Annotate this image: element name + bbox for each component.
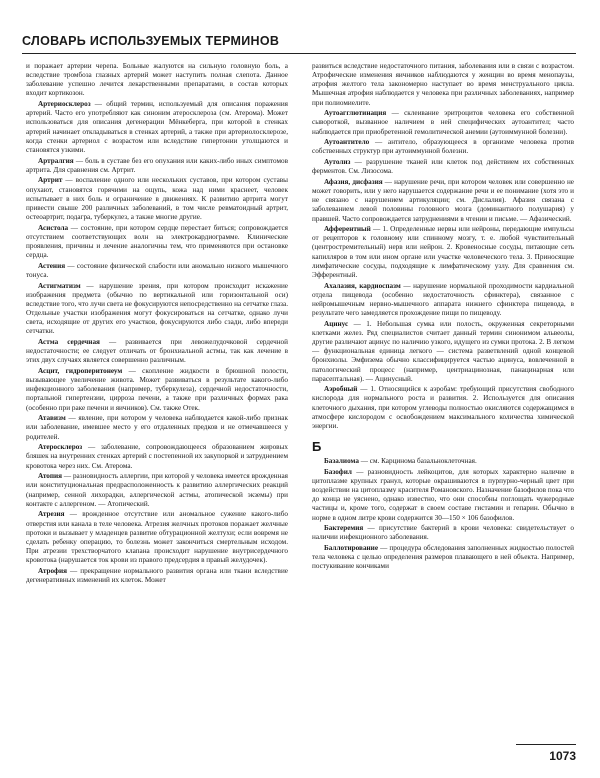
entry-definition: — нарушение речи, при котором человек или совершенно не может говорить, или у него нарушается содержание речи и ее понимание (хотя это и не связано с нарушением артикуляции; см. Дислалия). Афазия связана с заболеванием левой половины головного мозга (доминантного полушария) у правшей. Часто сопровождается затруднениями в чтении и письме. — Афазический.	[312, 177, 574, 223]
entry-term: Артрит	[38, 176, 63, 185]
entry-definition: — 1. Определенные нервы или нейроны, передающие импульсы от рецепторов к головному или спинному мозгу, т. е. любой чувствительный (центростремительный) нерв или нейрон. 2. Кровеносные сосуды, питающие сеть капилляров в том или ином органе или участке человеческого тела. 3. Приносящие лимфатические сосуды, подходящие к лимфатическому узлу. Для сравнения см. Эфферентный.	[312, 225, 574, 279]
dictionary-entry	[26, 176, 288, 222]
entry-term: Аутоантитело	[324, 138, 370, 147]
entry-term: Астигматизм	[38, 281, 81, 290]
dictionary-entry	[312, 138, 574, 156]
entry-definition: — боль в суставе без его опухания или каких-либо иных симптомов артрита. Для сравнения см. Артрит.	[26, 156, 288, 174]
entry-definition: — склеивание эритроцитов человека его собственной сывороткой, вызванное наличием в ней специфических аутоантител; часто наблюдается при приобретенной гемолитической анемии (аутоиммунной болезни).	[312, 109, 574, 136]
entry-term: Атавизм	[38, 414, 66, 423]
entry-term: Бактеремия	[324, 524, 364, 533]
entry-term: Атеросклероз	[38, 443, 83, 452]
dictionary-entry	[312, 320, 574, 384]
running-title: СЛОВАРЬ ИСПОЛЬЗУЕМЫХ ТЕРМИНОВ	[22, 34, 280, 48]
entry-definition: — развивается при левожелудочковой сердечной недостаточности; ее следует отличать от бронхиальной астмы, так как лечение в этих двух случаях является совершенно различным.	[26, 338, 288, 365]
entry-definition: — разновидность аллергии, при которой у человека имеется врожденная или конституциональная предрасположенность к развитию аллергических реакций (например, сенной лихорадки, аллергической астмы, атопической экземы) при контакте с аллергеном. — Атопический.	[26, 472, 288, 508]
dictionary-entry	[26, 414, 288, 441]
dictionary-entry	[312, 457, 574, 466]
dictionary-entry	[26, 100, 288, 155]
entry-term: Атопия	[38, 472, 63, 481]
dictionary-entry	[26, 367, 288, 413]
dictionary-entry	[312, 158, 574, 176]
entry-term: Аутолиз	[324, 158, 351, 167]
entry-definition: — присутствие бактерий в крови человека: свидетельствует о наличии инфекционного заболевания.	[312, 524, 574, 542]
dictionary-entry	[312, 385, 574, 431]
entry-definition: — 1. Небольшая сумка или полость, окруженная секреторными клетками желез. Ряд специалистов считает данный термин синонимом альвеолы, другие различают ацинус по наличию узкого, идущего из сумки протока. 2. В легком — функциональная единица легкого — система разветвлений одной концевой бронхиолы. Эмфизема обычно классифицируется частью ацинуса, вовлеченной в патологический процесс (например, центриацинозная, панацинарная или парасептальная). — Ацинусный.	[312, 319, 574, 383]
entry-definition: — состояние физической слабости или аномально низкого мышечного тонуса.	[26, 261, 288, 279]
dictionary-entry	[26, 262, 288, 280]
entry-term: Баллотирование	[324, 544, 379, 552]
continued-text	[26, 62, 288, 99]
entry-term: Афферентный	[324, 225, 371, 234]
entry-term: Аэробный	[324, 385, 358, 394]
entry-definition: — явление, при котором у человека наблюдается какой-либо признак или заболевание, имевшее место у его отдаленных предков и не отмечавшееся у родителей.	[26, 414, 288, 441]
dictionary-entry	[312, 468, 574, 523]
dictionary-entry	[312, 282, 574, 319]
page-number: 1073	[549, 749, 576, 763]
entry-term: Астения	[38, 261, 66, 270]
entry-term: Ахалазия, кардиоспазм	[324, 281, 401, 290]
entry-definition: развиться вследствие недостаточного питания, заболевания или в связи с возрастом. Атрофические изменения яичников наблюдаются у женщин во время менопаузы, атрофия желтого тела закономерно наступает во время менструального цикла. Мышечная атрофия наблюдается у человека при различных заболеваниях, например при полиомиелите.	[312, 62, 574, 107]
entry-term: Афазия, дисфазия	[324, 177, 383, 186]
entry-definition: — 1. Относящийся к аэробам: требующий присутствия свободного кислорода для нормального роста и развития. 2. Используется для описания клеточного дыхания, при котором углеводы полностью окисляются содержащимся в атмосфере кислородом с освобождением максимального количества химической энергии.	[312, 385, 574, 430]
entry-definition: — скопление жидкости в брюшной полости, вызывающее увеличение живота. Может развиваться в результате какого-либо инфекционного заболевания (например, туберкулеза), сердечной недостаточности, портальной гипертензии, цирроза печени, а также при различных формах рака (особенно при раке печени и яичников). См. также Отек.	[26, 367, 288, 412]
page-header	[22, 28, 576, 54]
entry-definition: — воспаление одного или нескольких суставов, при котором суставы опухают, становятся горячими на ощупь, кожа над ними краснеет, человек испытывает в них боль и ограничение в движениях. К развитию артрита могут привести свыше 200 различных заболеваний, в том числе ревматоидный артрит, остеоартрит, подагра, туберкулез, а также многие другие.	[26, 176, 288, 221]
entry-definition: — нарушение нормальной проходимости кардиальной отдела пищевода (особенно недостаточность сфинктера), связанное с нейромышечным нервно-мышечного аппарата нижнего сфинктера пищевода, в результате чего замедляется прохождение пищи по пищеводу.	[312, 281, 574, 318]
entry-definition: — нарушение зрения, при котором происходит искажение изображения предмета (обычно по вертикальной или горизонтальной оси) вследствие того, что лучи света не фокусируются непосредственно на сетчатке глаза. Отдельные участки изображения могут фокусироваться на сетчатке, однако лучи света, исходящие от других его участков, фокусируются либо сзади, либо впереди сетчатки.	[26, 281, 288, 336]
page-number-box	[516, 744, 576, 765]
entry-term: Асцит, гидроперитонеум	[38, 367, 123, 375]
entry-term: Ацинус	[324, 319, 349, 328]
entry-definition: — прекращение нормального развития органа или ткани вследствие дегенеративных изменений их клеток. Может	[26, 566, 288, 584]
right-column	[312, 62, 574, 750]
dictionary-entry	[312, 109, 574, 136]
dictionary-entry	[312, 178, 574, 224]
entry-definition: — состояние, при котором сердце перестает биться; сопровождается отсутствием соответствующих волн на электрокардиограмме. Клинические проявления, причины и лечение аналогичны тем, что применяются при остановке сердца.	[26, 223, 288, 260]
dictionary-entry	[26, 510, 288, 565]
header-rule	[22, 53, 576, 54]
entry-definition: и поражает артерии черепа. Больные жалуются на сильную головную боль, а вследствие тромбоза глазных артерий может наступить полная слепота. Данное заболевание успешно лечится лекарственными препаратами, в состав которых входит кортикозон.	[26, 62, 288, 98]
dictionary-entry	[26, 157, 288, 175]
dictionary-entry	[26, 338, 288, 365]
entry-term: Базофил	[324, 467, 352, 476]
entry-definition: — заболевание, сопровождающееся образованием жировых бляшек на внутренних стенках артерий с постепенной их закупоркой и затруднением кровотока через них. См. Атерома.	[26, 443, 288, 470]
dictionary-entry	[26, 567, 288, 585]
continued-text	[312, 62, 574, 108]
entry-definition: — антитело, образующееся в организме человека против собственных структур при аутоиммунной болезни.	[312, 138, 574, 156]
entry-term: Артериосклероз	[38, 100, 91, 109]
entry-term: Базалиома	[324, 457, 359, 466]
dictionary-entry	[312, 544, 574, 571]
entry-term: Астма сердечная	[38, 338, 100, 347]
entry-definition: — процедура обследования заполненных жидкостью полостей тела человека с целью определения размеров плавающего в ней объекта. Например, постукивание кончиками	[312, 544, 574, 571]
entry-definition: — разновидность лейкоцитов, для которых характерно наличие в цитоплазме крупных гранул, которые окрашиваются в пурпурно-черный цвет при воздействии на цитоплазму красителя Романовского. Назначение базофилов пока что до конца не уяснено, однако известно, что они способны поглощать чужеродные частицы и, кроме того, содержат в своем составе гистамин и гепарин. Обычно в норме в одном литре крови содержится 30—150 × 106 базофилов.	[312, 467, 574, 522]
section-letter: Б	[312, 439, 322, 455]
entry-definition: — общий термин, используемый для описания поражения артерий. Часто его употребляют как синоним атеросклероза (см. Атерома). Может использоваться для описания дегенерации Мёнкеберга, при которой в стенках артерий начинает откладываться в стенках артерий, а также при артериолосклерозе, когда стенки артериол с возрастом или вследствие гипертонии утолщаются и становятся узкими.	[26, 100, 288, 154]
entry-term: Артралгия	[38, 156, 74, 165]
entry-term: Атрезия	[38, 510, 65, 519]
entry-definition: — см. Карцинома базальноклеточная.	[358, 457, 477, 466]
entry-definition: — врожденное отсутствие или аномальное сужение какого-либо отверстия или канала в теле человека. Атрезия желчных протоков поражает желчные протоки и вызывает у младенцев развитие обтурационной желтухи; если вовремя не сделать ребенку операцию, то болезнь может закончиться смертельным исходом. При атрезии трехстворчатого клапана происходит нарушение внутрисердечного кровотока (нарушается ток крови из правого предсердия в правый желудочек).	[26, 510, 288, 565]
dictionary-entry	[312, 225, 574, 280]
dictionary-entry	[26, 224, 288, 261]
dictionary-entry	[26, 282, 288, 337]
dictionary-entry	[26, 443, 288, 470]
entry-term: Асистола	[38, 223, 69, 232]
entry-term: Атрофия	[38, 566, 68, 575]
entry-definition: — разрушение тканей или клеток под действием их собственных ферментов. См. Лизосома.	[312, 158, 574, 176]
entry-term: Аутоагглютинация	[324, 109, 387, 118]
dictionary-entry	[26, 472, 288, 509]
dictionary-entry	[312, 524, 574, 542]
left-column	[26, 62, 288, 750]
